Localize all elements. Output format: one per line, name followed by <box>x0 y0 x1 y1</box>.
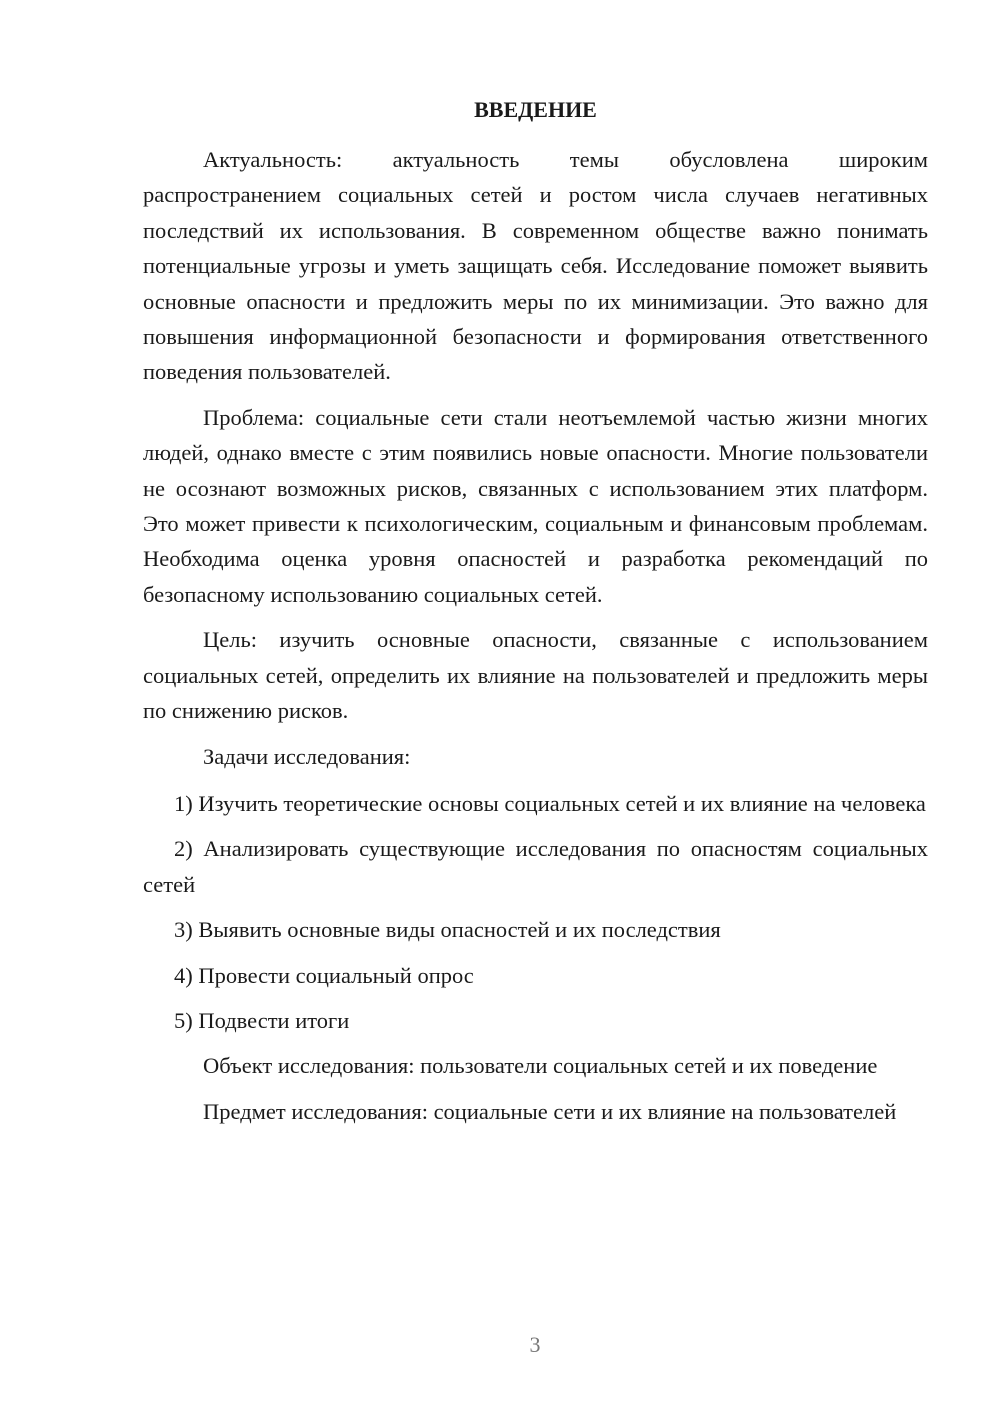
problem-paragraph: Проблема: социальные сети стали неотъемлемой частью жизни многих людей, однако вместе с этим появились новые опасности. Многие пользователи не осознают возможных рисков, связанных с использованием этих платформ. Это может привести к психологическим, социальным и финансовым проблемам. Необходима оценка уровня опасностей и разработка рекомендаций по безопасному использованию социальных сетей. <box>143 404 928 607</box>
list-item: 5) Подвести итоги <box>174 1007 350 1033</box>
tasks-list <box>143 786 928 1038</box>
tasks-heading: Задачи исследования: <box>203 743 411 769</box>
goal-paragraph: Цель: изучить основные опасности, связанные с использованием социальных сетей, определить их влияние на пользователей и предложить меры по снижению рисков. <box>143 627 928 724</box>
list-item: 3) Выявить основные виды опасностей и их последствия <box>174 917 721 943</box>
relevance-paragraph: Актуальность: актуальность темы обусловлена широким распространением социальных сетей и ростом числа случаев негативных последствий их использования. В современном обществе важно понимать потенциальные угрозы и уметь защищать себя. Исследование поможет выявить основные опасности и предложить меры по их минимизации. Это важно для повышения информационной безопасности и формирования ответственного поведения пользователей. <box>143 147 928 385</box>
object-paragraph: Объект исследования: пользователи социальных сетей и их поведение <box>203 1053 878 1079</box>
list-item: 4) Провести социальный опрос <box>174 962 474 988</box>
subject-paragraph: Предмет исследования: социальные сети и их влияние на пользователей <box>203 1098 897 1124</box>
page-title: ВВЕДЕНИЕ <box>474 97 597 122</box>
list-item: 1) Изучить теоретические основы социальных сетей и их влияние на человека <box>174 790 926 816</box>
document-page <box>143 95 928 1139</box>
list-item: 2) Анализировать существующие исследования по опасностям социальных сетей <box>143 836 928 897</box>
page-number: 3 <box>529 1332 541 1357</box>
